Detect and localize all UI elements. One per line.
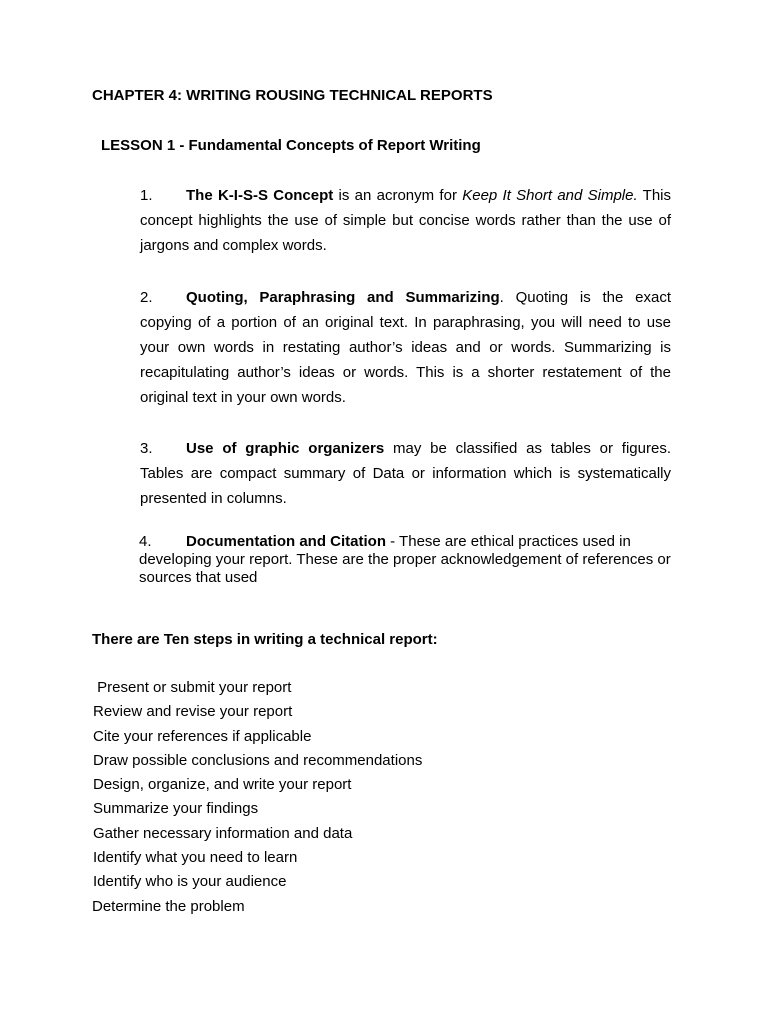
concept-item-1 (140, 183, 671, 258)
steps-heading: There are Ten steps in writing a technical report: (92, 631, 438, 648)
concept-text: is an acronym for (333, 187, 463, 204)
concept-term: Quoting, Paraphrasing and Summarizing (186, 289, 500, 306)
chapter-title: CHAPTER 4: WRITING ROUSING TECHNICAL REPORTS (92, 87, 493, 104)
concept-emphasis: Keep It Short and Simple. (462, 187, 638, 204)
step-item: Present or submit your report (93, 679, 292, 696)
concept-text: - These are ethical practices used in developing your report. These are the proper acknowledgement of references or sources that used (139, 533, 671, 586)
step-item: Draw possible conclusions and recommendations (93, 751, 423, 769)
concept-number: 3. (140, 440, 153, 457)
lesson-title: LESSON 1 - Fundamental Concepts of Report Writing (101, 137, 481, 154)
step-item: Summarize your findings (93, 800, 259, 818)
concept-item-2 (140, 285, 671, 410)
step-item: Determine the problem (92, 897, 245, 915)
step-item: Gather necessary information and data (93, 824, 353, 842)
step-item: Identify who is your audience (93, 873, 287, 891)
concept-text: may be classified as tables or figures. Tables are compact summary of Data or information which is systematically presented in columns. (140, 440, 671, 507)
step-item: Cite your references if applicable (93, 727, 312, 745)
concept-text: This concept highlights the use of simple but concise words rather than the use of jargons and complex words. (140, 187, 672, 254)
concept-text: . Quoting is the exact copying of a portion of an original text. In paraphrasing, you will need to use your own words in restating author’s ideas and or words. Summarizing is recapitulating author’s ideas or words. This is a shorter restatement of the original text in your own words. (140, 289, 671, 406)
step-item: Identify what you need to learn (93, 849, 298, 867)
concept-number: 2. (140, 289, 153, 306)
concept-term: Documentation and Citation (186, 533, 386, 550)
concept-item-4 (139, 533, 671, 587)
concept-term: The K-I-S-S Concept (186, 187, 334, 204)
concept-item-3 (140, 436, 671, 511)
concept-term: Use of graphic organizers (186, 440, 385, 457)
step-item: Review and revise your report (93, 703, 293, 721)
concept-number: 4. (139, 533, 152, 550)
steps-list (93, 676, 422, 919)
step-item: Design, organize, and write your report (93, 776, 352, 794)
concept-number: 1. (140, 187, 153, 204)
